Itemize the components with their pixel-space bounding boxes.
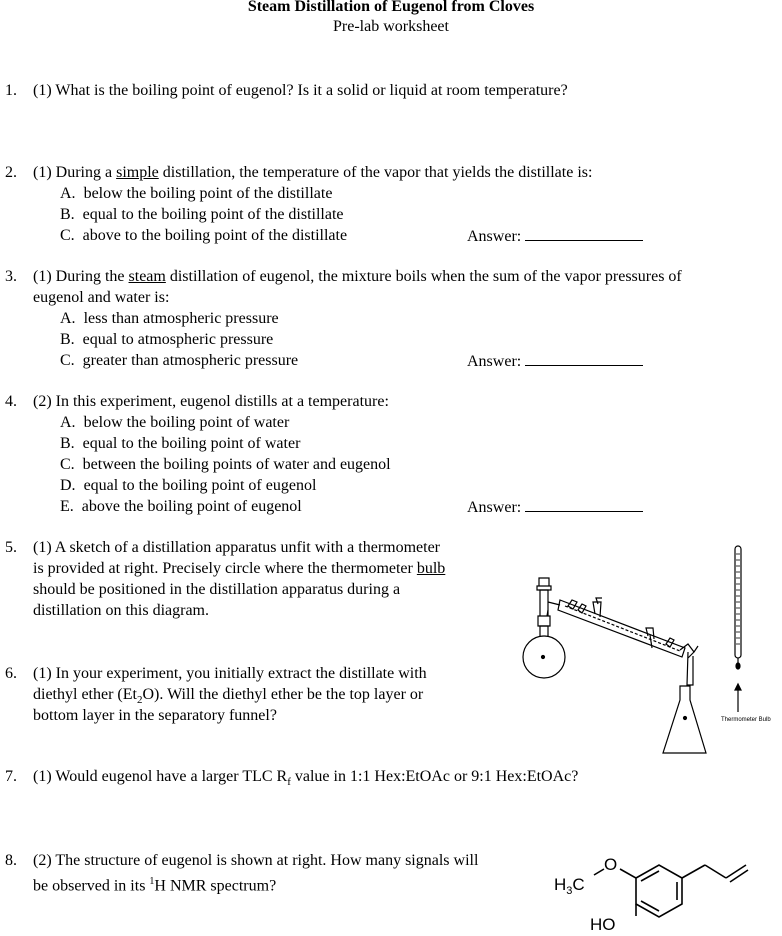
question-text-line2: be observed in its $^1$H NMR spectrum? [33,876,277,895]
page-title: Steam Distillation of Eugenol from Cloves [247,0,535,15]
option-e: E. above the boiling point of eugenol [60,498,302,515]
option-c: C. above to the boiling point of the distillate [60,227,348,244]
thermometer-bulb[interactable] [736,663,740,669]
question-text-line3: should be positioned in the distillation apparatus during a [33,581,401,598]
option-c: C. between the boiling points of water and eugenol [60,456,391,473]
question-text-line3: bottom layer in the separatory funnel? [33,707,277,724]
question-text-line2: is provided at right. Precisely circle where the thermometer bulb [33,560,446,577]
question-number: 7. [5,768,17,785]
oxygen-atom: O [604,855,618,874]
option-d: D. equal to the boiling point of eugenol [60,477,317,494]
answer-blank[interactable] [525,497,643,512]
hydroxyl-group: HO [590,915,616,934]
question-text: (1) What is the boiling point of eugenol? Is it a solid or liquid at room temperature? [33,82,568,99]
question-text: (1) Would eugenol have a larger TLC $R_f$ value in 1:1 Hex:EtOAc or 9:1 Hex:EtOAc? [33,768,579,789]
question-text: (1) In your experiment, you initially extract the distillate with [33,665,427,682]
option-b: B. equal to atmospheric pressure [60,331,274,348]
question-number: 1. [5,82,17,99]
methoxy-group: $H_3C$ [554,875,585,897]
question-text-line2: diethyl ether $(Et_2O)$. Will the diethyl ether be the top layer or [33,686,424,707]
answer-field[interactable]: Answer: [467,497,643,518]
answer-field[interactable]: Answer: [467,226,643,247]
benzene-ring [636,865,682,917]
question-number: 6. [5,665,17,682]
question-text: (1) A sketch of a distillation apparatus unfit with a thermometer [33,539,441,556]
vacuum-adapter[interactable] [687,652,693,685]
option-a: A. less than atmospheric pressure [60,310,279,327]
question-text: (1) During a simple distillation, the temperature of the vapor that yields the distillate is: [33,164,593,181]
answer-blank[interactable] [525,351,643,366]
option-b: B. equal to the boiling point of the distillate [60,206,344,223]
eugenol-structure [548,848,778,936]
option-a: A. below the boiling point of water [60,414,290,431]
question-text: (1) During the steam distillation of eugenol, the mixture boils when the sum of the vapor pressures of [33,268,682,285]
question-number: 8. [5,852,17,869]
option-c: C. greater than atmospheric pressure [60,352,299,369]
page-subtitle: Pre-lab worksheet [333,18,449,35]
option-b: B. equal to the boiling point of water [60,435,301,452]
distillation-head[interactable] [538,616,550,626]
question-text: (2) In this experiment, eugenol distills at a temperature: [33,393,389,410]
question-number: 2. [5,164,17,181]
question-text: (2) The structure of eugenol is shown at right. How many signals will [33,852,479,869]
answer-field[interactable]: Answer: [467,351,643,372]
option-a: A. below the boiling point of the distillate [60,185,333,202]
question-text-line2: eugenol and water is: [33,289,170,306]
distillation-apparatus-diagram[interactable] [520,540,782,765]
question-text-line4: distillation on this diagram. [33,602,209,619]
thermometer-bulb-label: Thermometer Bulb [721,717,771,723]
thermometer-adapter-opening[interactable] [539,578,549,586]
question-number: 3. [5,268,17,285]
answer-blank[interactable] [525,226,643,241]
question-number: 4. [5,393,17,410]
question-number: 5. [5,539,17,556]
